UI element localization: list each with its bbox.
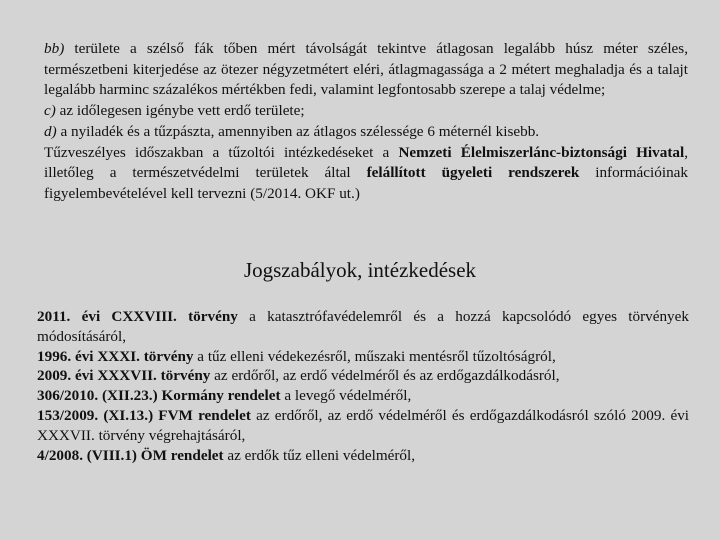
text-run: Tűzveszélyes időszakban a tűzoltói intézkedéseket a	[44, 143, 399, 161]
law-title: 2009. évi XXXVII. törvény	[37, 367, 211, 385]
bold-run: felállított ügyeleti rendszerek	[366, 164, 580, 182]
law-title: 4/2008. (VIII.1) ÖM rendelet	[37, 446, 224, 464]
item-text: az időlegesen igénybe vett erdő területe;	[55, 102, 305, 120]
laws-list	[37, 307, 689, 465]
law-title: 153/2009. (XI.13.) FVM rendelet	[37, 406, 251, 424]
paragraph-c	[44, 101, 688, 122]
definitions-text	[44, 39, 688, 205]
item-text: a nyiladék és a tűzpászta, amennyiben az átlagos szélessége 6 méternél kisebb.	[56, 122, 540, 140]
paragraph-d	[44, 122, 688, 143]
law-item	[37, 406, 689, 446]
law-title: 306/2010. (XII.23.) Kormány rendelet	[37, 387, 281, 405]
law-item	[37, 307, 689, 347]
law-desc: az erdőről, az erdő védelméről és erdőgazdálkodásról szóló 2009. évi XXXVII. törvény végrehajtásáról,	[37, 406, 690, 444]
law-desc: az erdők tűz elleni védelméről,	[223, 446, 416, 464]
law-desc: a levegő védelméről,	[280, 387, 412, 405]
law-item	[37, 386, 689, 406]
law-desc: az erdőről, az erdő védelméről és az erdőgazdálkodásról,	[210, 367, 560, 385]
bold-run: Nemzeti Élelmiszerlánc-biztonsági Hivatal	[398, 143, 685, 161]
law-desc: a katasztrófavédelemről és a hozzá kapcsolódó egyes törvények módosításáról,	[37, 308, 689, 345]
item-label: d)	[44, 122, 57, 140]
text-run: , illetőleg a természetvédelmi területek által	[44, 143, 689, 182]
paragraph-bb	[44, 39, 688, 101]
law-item	[37, 446, 689, 466]
item-label: bb)	[44, 40, 65, 57]
law-desc: a tűz elleni védekezésről, műszaki mentésről tűzoltóságról,	[193, 347, 556, 365]
law-item	[37, 347, 689, 367]
item-text: területe a szélső fák tőben mért távolságát tekintve átlagosan legalább húsz méter széles, természetbeni kiterjedése az ötezer négyzetmétert eléri, átlagmagassága a 2 métert meghaladja és a talajt legalább harminc százalékos mértékben fedi, valamint legfontosabb szerepe a talaj védelme;	[44, 40, 688, 99]
law-title: 1996. évi XXXI. törvény	[37, 347, 194, 365]
section-heading: Jogszabályok, intézkedések	[243, 258, 477, 282]
law-item	[37, 366, 689, 386]
item-label: c)	[44, 102, 56, 120]
text-run: információinak figyelembevételével kell tervezni (5/2014. OKF ut.)	[44, 164, 689, 202]
law-title: 2011. évi CXXVIII. törvény	[37, 308, 238, 325]
fire-period-paragraph	[44, 143, 688, 205]
